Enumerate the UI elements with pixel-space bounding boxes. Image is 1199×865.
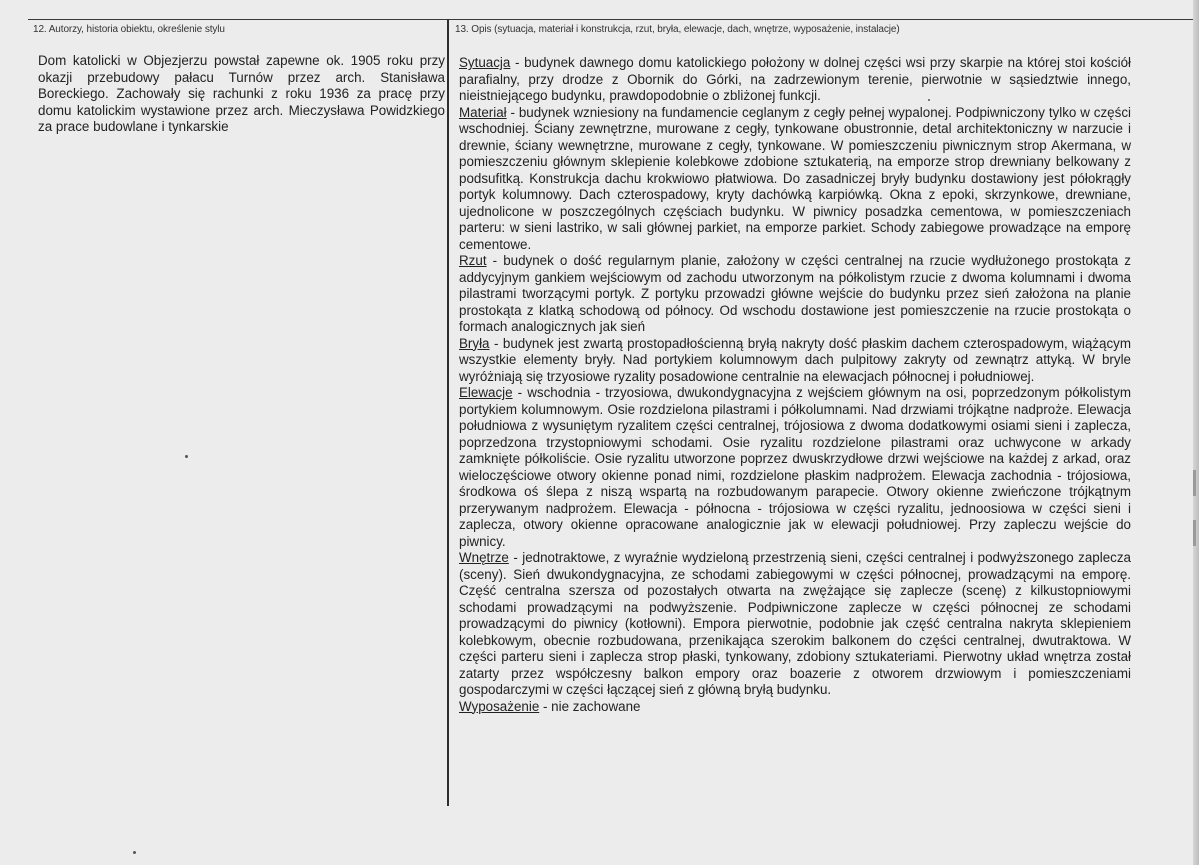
top-rule	[28, 19, 1199, 20]
section-13-heading: 13. Opis (sytuacja, materiał i konstrukcja, rzut, bryła, elewacje, dach, wnętrze, wyposażenie, instalacje)	[455, 24, 900, 35]
paragraph-text: - wschodnia - trzyosiowa, dwukondygnacyjna z wejściem głównym na osi, poprzedzonym półkolistym portykiem kolumnowym. Osie rozdzielona pilastrami i półkolumnami. Nad drzwiami trójkątne nadproże. Elewacja południowa z wysuniętym ryzalitem części centralnej, trójosiowa z dwoma dodatkowymi osiami sieni i zaplecza, poprzedzona trzystopniowymi schodami. Osie ryzalitu rozdzielone pilastrami oraz uchwycone w arkady zamknięte półkoliście. Osie ryzalitu utworzone poprzez dwuskrzydłowe drzwi wejściowe na każdej z arkad, oraz wieloczęściowe otwory okienne ponad nimi, rozdzielone płaskim nadprożem. Elewacja zachodnia - trójosiowa, środkowa oś ślepa z niszą wspartą na rozbudowanym parapecie. Otwory okienne zwieńczone trójkątnym przerywanym nadprożem. Elewacja - północna - trójosiowa w części ryzalitu, jednoosiowa w części sieni i zaplecza, otwory okienne opracowane analogicznie jak w elewacji południowej. Przy zapleczu wejście do piwnicy.	[459, 385, 1131, 549]
paragraph-text: - jednotraktowe, z wyraźnie wydzieloną przestrzenią sieni, części centralnej i podwyższonego zaplecza (sceny). Sień dwukondygnacyjna, ze schodami zabiegowymi w części północnej, prowadzącymi na emporę. Część centralna szersza od pozostałych otwarta na zwężające się zaplecze (scenę) z kilkustopniowymi schodami prowadzącymi na podwyższenie. Podpiwniczone zaplecze w części północnej ze schodami prowadzącymi do piwnicy (kotłowni). Empora pierwotnie, podobnie jak część centralna nakryta sklepieniem kolebkowym, obecnie rozbudowana, przenikająca szerokim balkonem do części centralnej, dwutraktowa. W części parteru sieni i zaplecza strop płaski, tynkowany, zdobiony sztukateriami. Pierwotny układ wnętrza został zatarty przez współczesny balkon empory oraz boazerie z otworem drzwiowym i pomieszczeniami gospodarczymi w części łączącej sień z główną bryłą budynku.	[459, 550, 1131, 697]
column-divider	[447, 19, 449, 806]
paragraph-sytuacja	[459, 55, 1131, 105]
scan-edge-mark	[1193, 520, 1196, 546]
paragraph-label: Wyposażenie	[459, 698, 540, 714]
paragraph-wyposazenie	[459, 699, 1131, 716]
paragraph-label: Wnętrze	[459, 550, 509, 565]
paragraph-elewacje	[459, 385, 1131, 550]
paragraph-wnetrze	[459, 550, 1131, 699]
paragraph-material	[459, 105, 1131, 254]
paragraph-label: Rzut	[459, 253, 487, 268]
paragraph-label: Elewacje	[459, 385, 513, 400]
paragraph-label: Bryła	[459, 335, 490, 351]
paragraph-label: Materiał	[459, 104, 507, 120]
scan-speck	[185, 455, 188, 458]
description-block	[459, 55, 1131, 715]
section-12-heading: 12. Autorzy, historia obiektu, określenie stylu	[33, 24, 225, 35]
scan-edge	[1193, 0, 1199, 865]
paragraph-text: - budynek jest zwartą prostopadłościenną bryłą nakryty dość płaskim dachem czterospadowym, wiążącym wszystkie elementy bryły. Nad portykiem kolumnowym dach pulpitowy zakryty od zewnątrz attyką. W bryle wyróżniają się trzyosiowe ryzality posadowione centralnie na elewacjach północnej i południowej.	[459, 335, 1131, 384]
paragraph-rzut	[459, 253, 1131, 336]
history-text: Dom katolicki w Objezjerzu powstał zapewne ok. 1905 roku przy okazji przebudowy pałacu Turnów przez arch. Stanisława Boreckiego. Zachowały się rachunki z roku 1936 za pracę przy domu katolickim wystawione przez arch. Mieczysława Powidzkiego za prace budowlane i tynkarskie	[38, 53, 445, 135]
paragraph-label: Sytuacja	[459, 55, 511, 70]
paragraph-text: - budynek dawnego domu katolickiego położony w dolnej części wsi przy skarpie na której stoi kościół parafialny, przy drodze z Obornik do Górki, na zadrzewionym terenie, pierwotnie w sąsiedztwie innego, nieistniejącego budynku, prawdopodobnie o zbliżonej funkcji.	[459, 55, 1131, 103]
scan-speck	[133, 851, 136, 854]
paragraph-bryla	[459, 336, 1131, 386]
scan-edge-mark	[1193, 470, 1196, 496]
paragraph-text: - budynek o dość regularnym planie, założony w części centralnej na rzucie wydłużonego prostokąta z addycyjnym gankiem wejściowym od zachodu utworzonym na półkolistym rzucie z dwoma kolumnami i dwoma pilastrami tworzącymi portyk. Z portyku przowadzi główne wejście do budynku przez sień założona na planie prostokąta z klatką schodową od północy. Od wschodu dostawione jest pomieszczenie na rzucie prostokąta o formach analogicznych jak sień	[459, 253, 1131, 334]
paragraph-text: - nie zachowane	[539, 698, 641, 714]
scan-speck	[928, 99, 930, 101]
paragraph-text: - budynek wzniesiony na fundamencie ceglanym z cegły pełnej wypalonej. Podpiwniczony tylko w części wschodniej. Ściany zewnętrzne, murowane z cegły, tynkowane obustronnie, detal architektoniczny w narzucie i drewnie, ściany wewnętrzne, murowane z cegły, tynkowane. W pomieszczeniu piwnicznym strop Akermana, w pomieszczeniu głównym sklepienie kolebkowe zdobione sztukaterią, na emporze strop drewniany belkowany z podsufitką. Konstrukcja dachu krokwiowo płatwiowa. Do zasadniczej bryły budynku dostawiony jest półokrągły portyk kolumnowy. Dach czterospadowy, kryty dachówką karpiówką. Okna z epoki, skrzynkowe, drewniane, ujednolicone w poszczególnych częściach budynku. W piwnicy posadzka cementowa, w pomieszczeniach parteru: w sieni lastriko, w sali głównej parkiet, na emporze parkiet. Schody zabiegowe prowadzące na emporę cementowe.	[459, 104, 1131, 252]
